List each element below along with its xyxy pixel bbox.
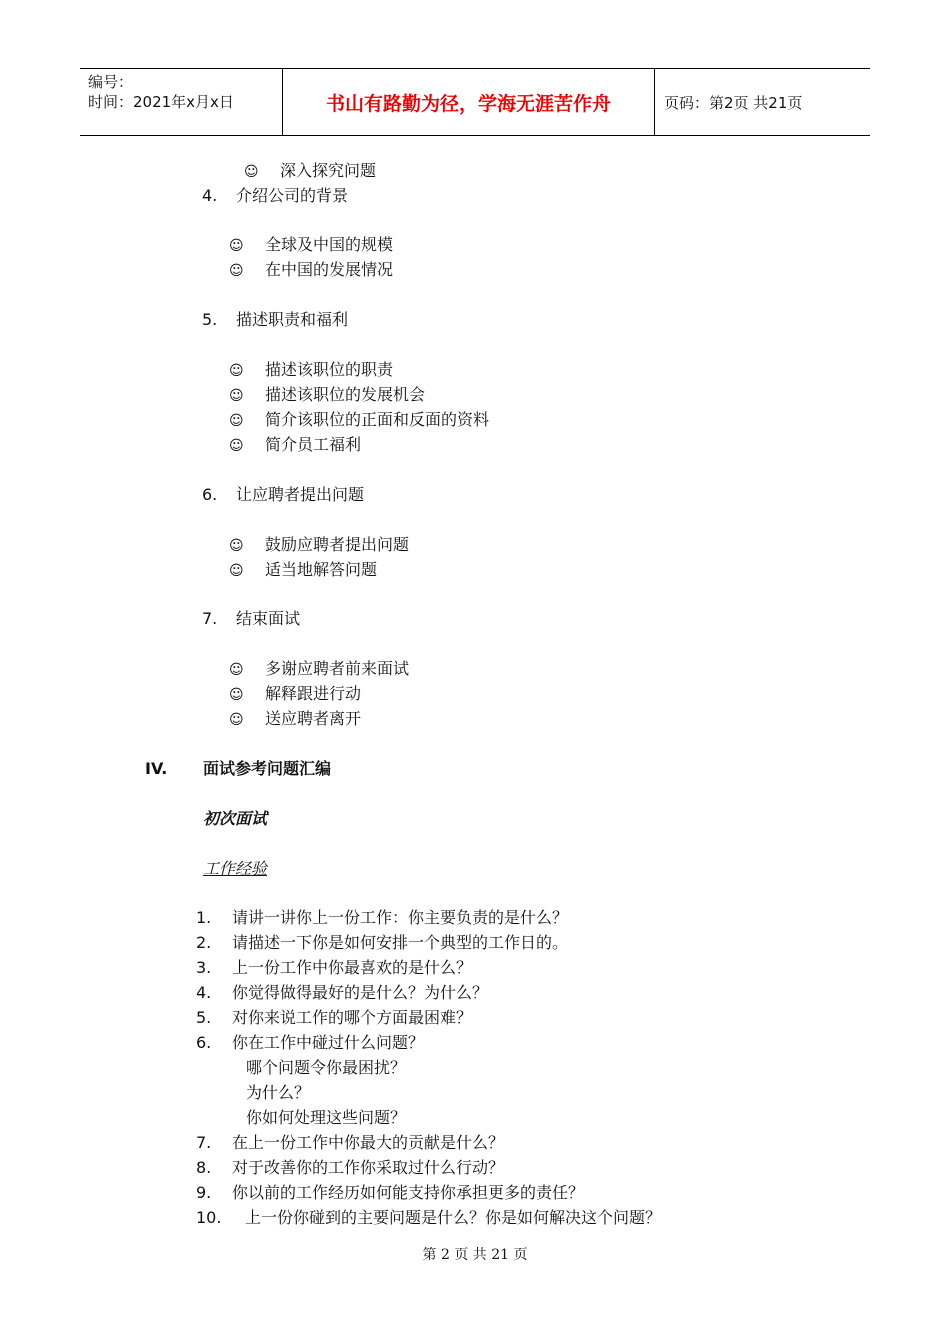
item-number: 6. <box>196 1033 212 1052</box>
smiley-bullet-icon: ☺ <box>229 388 244 404</box>
item-number: 7. <box>196 1133 212 1152</box>
item-number: 4. <box>202 186 218 205</box>
smiley-bullet-icon: ☺ <box>244 164 259 180</box>
list-item-text: 送应聘者离开 <box>265 709 362 728</box>
smiley-bullet-icon: ☺ <box>229 662 244 678</box>
smiley-bullet-icon: ☺ <box>229 238 244 254</box>
item-text: 对于改善你的工作你采取过什么行动？ <box>232 1158 505 1177</box>
item-text: 让应聘者提出问题 <box>236 485 365 504</box>
item-text: 上一份你碰到的主要问题是什么？你是如何解决这个问题？ <box>245 1208 662 1227</box>
smiley-bullet-icon: ☺ <box>229 538 244 554</box>
smiley-bullet-icon: ☺ <box>229 363 244 379</box>
page-header <box>80 68 870 136</box>
item-text: 结束面试 <box>236 609 301 628</box>
item-text: 请讲一讲你上一份工作：你主要负责的是什么？ <box>232 908 569 927</box>
item-text: 描述职责和福利 <box>236 310 349 329</box>
list-item-text: 多谢应聘者前来面试 <box>265 659 410 678</box>
list-item-text: 描述该职位的职责 <box>265 360 394 379</box>
smiley-bullet-icon: ☺ <box>229 563 244 579</box>
item-number: 7. <box>202 609 218 628</box>
item-number: 5. <box>202 310 218 329</box>
list-item-text: 解释跟进行动 <box>265 684 362 703</box>
item-number: 3. <box>196 958 212 977</box>
section-number: IV. <box>145 759 168 778</box>
item-number: 2. <box>196 933 212 952</box>
item-text: 上一份工作中你最喜欢的是什么？ <box>232 958 473 977</box>
list-item-text: 深入探究问题 <box>280 161 377 180</box>
item-text: 在上一份工作中你最大的贡献是什么？ <box>232 1133 505 1152</box>
item-text: 对你来说工作的哪个方面最困难？ <box>232 1008 473 1027</box>
list-item-text: 鼓励应聘者提出问题 <box>265 535 410 554</box>
smiley-bullet-icon: ☺ <box>229 263 244 279</box>
item-number: 4. <box>196 983 212 1002</box>
section-title: 面试参考问题汇编 <box>203 759 332 778</box>
sub-question: 为什么？ <box>246 1083 311 1102</box>
header-page-info: 页码：第2页 共21页 <box>664 93 803 112</box>
header-motto: 书山有路勤为径，学海无涯苦作舟 <box>283 69 655 135</box>
item-number: 9. <box>196 1183 212 1202</box>
item-number: 10. <box>196 1208 222 1227</box>
page-footer: 第 2 页 共 21 页 <box>422 1247 528 1263</box>
sub-question: 你如何处理这些问题？ <box>246 1108 407 1127</box>
smiley-bullet-icon: ☺ <box>229 712 244 728</box>
item-text: 你以前的工作经历如何能支持你承担更多的责任？ <box>232 1183 585 1202</box>
item-number: 8. <box>196 1158 212 1177</box>
item-text: 你在工作中碰过什么问题？ <box>232 1033 425 1052</box>
smiley-bullet-icon: ☺ <box>229 438 244 454</box>
number-label: 编号： <box>88 73 134 91</box>
item-number: 6. <box>202 485 218 504</box>
list-item-text: 适当地解答问题 <box>265 560 378 579</box>
list-item-text: 在中国的发展情况 <box>265 260 394 279</box>
smiley-bullet-icon: ☺ <box>229 413 244 429</box>
date-label: 时间：2021年x月x日 <box>88 93 234 111</box>
list-item-text: 描述该职位的发展机会 <box>265 385 426 404</box>
list-item-text: 简介员工福利 <box>265 435 362 454</box>
subsection-title: 初次面试 <box>203 809 268 828</box>
list-item-text: 全球及中国的规模 <box>265 235 394 254</box>
item-text: 介绍公司的背景 <box>236 186 349 205</box>
smiley-bullet-icon: ☺ <box>229 687 244 703</box>
category-title: 工作经验 <box>203 859 268 878</box>
item-text: 你觉得做得最好的是什么？为什么？ <box>232 983 489 1002</box>
item-number: 5. <box>196 1008 212 1027</box>
item-number: 1. <box>196 908 212 927</box>
list-item-text: 简介该职位的正面和反面的资料 <box>265 410 490 429</box>
item-text: 请描述一下你是如何安排一个典型的工作日的。 <box>232 933 569 952</box>
header-left-cell <box>80 69 283 135</box>
sub-question: 哪个问题令你最困扰？ <box>246 1058 407 1077</box>
